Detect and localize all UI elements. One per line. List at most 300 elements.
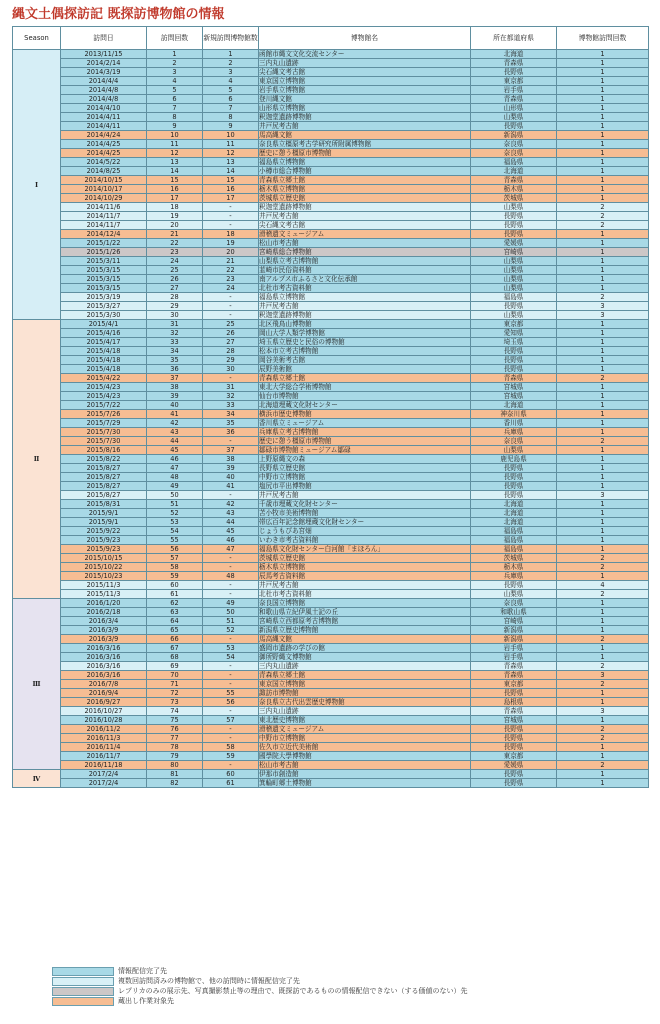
prefecture: 和歌山県 bbox=[471, 608, 557, 617]
prefecture: 山梨県 bbox=[471, 590, 557, 599]
table-row bbox=[13, 167, 649, 176]
table-row bbox=[13, 302, 649, 311]
museum-visit-count: 1 bbox=[557, 446, 649, 455]
museum-name: 南アルプス市ふるさと文化伝承館 bbox=[259, 275, 471, 284]
visit-number: 17 bbox=[147, 194, 203, 203]
visit-number: 54 bbox=[147, 527, 203, 536]
prefecture: 長野県 bbox=[471, 230, 557, 239]
new-museum-number: - bbox=[203, 635, 259, 644]
museum-name: 御所野縄文博物館 bbox=[259, 653, 471, 662]
visit-date: 2016/10/27 bbox=[61, 707, 147, 716]
visit-date: 2016/9/27 bbox=[61, 698, 147, 707]
visit-date: 2015/7/30 bbox=[61, 428, 147, 437]
prefecture: 東京都 bbox=[471, 77, 557, 86]
new-museum-number: - bbox=[203, 302, 259, 311]
new-museum-number: - bbox=[203, 680, 259, 689]
visit-number: 15 bbox=[147, 176, 203, 185]
visit-number: 42 bbox=[147, 419, 203, 428]
visit-number: 45 bbox=[147, 446, 203, 455]
header-museum-name: 博物館名 bbox=[259, 27, 471, 50]
museum-name: 奈良県立橿原考古学研究所附属博物館 bbox=[259, 140, 471, 149]
museum-visit-count: 1 bbox=[557, 248, 649, 257]
new-museum-number: - bbox=[203, 734, 259, 743]
museum-visit-count: 1 bbox=[557, 752, 649, 761]
prefecture: 東京都 bbox=[471, 320, 557, 329]
table-row bbox=[13, 86, 649, 95]
visit-date: 2015/3/30 bbox=[61, 311, 147, 320]
visit-date: 2014/4/11 bbox=[61, 113, 147, 122]
visit-number: 47 bbox=[147, 464, 203, 473]
table-row bbox=[13, 392, 649, 401]
visit-number: 5 bbox=[147, 86, 203, 95]
table-row bbox=[13, 203, 649, 212]
table-row bbox=[13, 257, 649, 266]
museum-visit-count: 1 bbox=[557, 284, 649, 293]
museum-name: 井戸尻考古館 bbox=[259, 122, 471, 131]
prefecture: 山梨県 bbox=[471, 266, 557, 275]
visit-number: 7 bbox=[147, 104, 203, 113]
table-row bbox=[13, 446, 649, 455]
table-row bbox=[13, 491, 649, 500]
museum-visit-count: 1 bbox=[557, 644, 649, 653]
new-museum-number: 32 bbox=[203, 392, 259, 401]
prefecture: 新潟県 bbox=[471, 131, 557, 140]
new-museum-number: - bbox=[203, 437, 259, 446]
prefecture: 長野県 bbox=[471, 347, 557, 356]
new-museum-number: 58 bbox=[203, 743, 259, 752]
museum-visit-count: 2 bbox=[557, 554, 649, 563]
legend-swatch bbox=[52, 997, 114, 1006]
visit-date: 2015/7/22 bbox=[61, 401, 147, 410]
table-row bbox=[13, 761, 649, 770]
new-museum-number: 14 bbox=[203, 167, 259, 176]
visit-number: 64 bbox=[147, 617, 203, 626]
visit-number: 34 bbox=[147, 347, 203, 356]
visit-date: 2015/9/22 bbox=[61, 527, 147, 536]
visit-number: 27 bbox=[147, 284, 203, 293]
prefecture: 山梨県 bbox=[471, 113, 557, 122]
table-row bbox=[13, 185, 649, 194]
table-row bbox=[13, 158, 649, 167]
visit-date: 2015/11/3 bbox=[61, 590, 147, 599]
new-museum-number: 3 bbox=[203, 68, 259, 77]
museum-visit-count: 1 bbox=[557, 770, 649, 779]
museum-name: 馬高縄文館 bbox=[259, 131, 471, 140]
new-museum-number: 20 bbox=[203, 248, 259, 257]
new-museum-number: 29 bbox=[203, 356, 259, 365]
new-museum-number: 61 bbox=[203, 779, 259, 788]
table-row bbox=[13, 626, 649, 635]
table-row bbox=[13, 338, 649, 347]
museum-visit-count: 3 bbox=[557, 491, 649, 500]
table-row bbox=[13, 365, 649, 374]
prefecture: 愛媛県 bbox=[471, 239, 557, 248]
visit-number: 70 bbox=[147, 671, 203, 680]
table-row bbox=[13, 545, 649, 554]
museum-name: じょうもぴあ宮畑 bbox=[259, 527, 471, 536]
museum-visit-count: 1 bbox=[557, 572, 649, 581]
prefecture: 福島県 bbox=[471, 158, 557, 167]
legend-swatch bbox=[52, 967, 114, 976]
prefecture: 長野県 bbox=[471, 356, 557, 365]
visit-number: 9 bbox=[147, 122, 203, 131]
table-row bbox=[13, 527, 649, 536]
visit-number: 32 bbox=[147, 329, 203, 338]
header-new-museum-count: 新規訪問博物館数 bbox=[203, 27, 259, 50]
new-museum-number: - bbox=[203, 590, 259, 599]
visit-number: 59 bbox=[147, 572, 203, 581]
prefecture: 長野県 bbox=[471, 743, 557, 752]
prefecture: 長野県 bbox=[471, 779, 557, 788]
new-museum-number: 18 bbox=[203, 230, 259, 239]
museum-name: 尖石縄文考古館 bbox=[259, 221, 471, 230]
museum-visit-count: 2 bbox=[557, 221, 649, 230]
new-museum-number: 46 bbox=[203, 536, 259, 545]
visit-date: 2014/4/11 bbox=[61, 122, 147, 131]
visit-date: 2016/11/3 bbox=[61, 734, 147, 743]
table-row bbox=[13, 356, 649, 365]
visit-number: 41 bbox=[147, 410, 203, 419]
prefecture: 香川県 bbox=[471, 419, 557, 428]
museum-name: 釈迦堂遺跡博物館 bbox=[259, 203, 471, 212]
prefecture: 福島県 bbox=[471, 293, 557, 302]
museum-name: 松山市考古館 bbox=[259, 239, 471, 248]
visit-number: 11 bbox=[147, 140, 203, 149]
table-row bbox=[13, 212, 649, 221]
table-row bbox=[13, 509, 649, 518]
prefecture: 北海道 bbox=[471, 500, 557, 509]
new-museum-number: 54 bbox=[203, 653, 259, 662]
museum-visit-count: 1 bbox=[557, 401, 649, 410]
legend-item bbox=[52, 996, 592, 1006]
visit-number: 61 bbox=[147, 590, 203, 599]
visit-number: 53 bbox=[147, 518, 203, 527]
table-row bbox=[13, 104, 649, 113]
prefecture: 埼玉県 bbox=[471, 338, 557, 347]
table-row bbox=[13, 563, 649, 572]
table-row bbox=[13, 266, 649, 275]
museum-visit-count: 1 bbox=[557, 527, 649, 536]
table-row bbox=[13, 59, 649, 68]
table-row bbox=[13, 482, 649, 491]
table-row bbox=[13, 239, 649, 248]
visit-number: 74 bbox=[147, 707, 203, 716]
table-row bbox=[13, 500, 649, 509]
new-museum-number: - bbox=[203, 707, 259, 716]
prefecture: 鹿児島県 bbox=[471, 455, 557, 464]
museum-name: 歴史に憩う橿原市博物館 bbox=[259, 437, 471, 446]
visit-date: 2015/7/26 bbox=[61, 410, 147, 419]
museum-visit-count: 1 bbox=[557, 536, 649, 545]
museum-visit-count: 1 bbox=[557, 50, 649, 59]
new-museum-number: - bbox=[203, 374, 259, 383]
museum-name: 松本市立考古博物館 bbox=[259, 347, 471, 356]
table-row bbox=[13, 473, 649, 482]
legend-text: 情報配信完了先 bbox=[118, 966, 167, 975]
museum-name: 兵庫県立考古博物館 bbox=[259, 428, 471, 437]
visit-number: 50 bbox=[147, 491, 203, 500]
visit-date: 2015/1/26 bbox=[61, 248, 147, 257]
museum-visit-count: 2 bbox=[557, 725, 649, 734]
new-museum-number: 53 bbox=[203, 644, 259, 653]
table-row bbox=[13, 617, 649, 626]
museum-name: 和歌山県立紀伊風土記の丘 bbox=[259, 608, 471, 617]
museum-visit-count: 1 bbox=[557, 266, 649, 275]
museum-visit-count: 1 bbox=[557, 140, 649, 149]
new-museum-number: 41 bbox=[203, 482, 259, 491]
museum-name: 塩尻市平出博物館 bbox=[259, 482, 471, 491]
visit-date: 2015/3/15 bbox=[61, 284, 147, 293]
visit-number: 79 bbox=[147, 752, 203, 761]
museum-name: 東北大学総合学術博物館 bbox=[259, 383, 471, 392]
prefecture: 長野県 bbox=[471, 221, 557, 230]
visit-number: 69 bbox=[147, 662, 203, 671]
visit-date: 2016/9/4 bbox=[61, 689, 147, 698]
new-museum-number: 57 bbox=[203, 716, 259, 725]
prefecture: 新潟県 bbox=[471, 635, 557, 644]
visit-date: 2015/3/11 bbox=[61, 257, 147, 266]
museum-name: いわき市考古資料館 bbox=[259, 536, 471, 545]
new-museum-number: 10 bbox=[203, 131, 259, 140]
museum-name: 韮崎市民俗資料館 bbox=[259, 266, 471, 275]
museum-visit-count: 1 bbox=[557, 158, 649, 167]
visit-number: 67 bbox=[147, 644, 203, 653]
museum-name: 東京国立博物館 bbox=[259, 680, 471, 689]
visit-date: 2015/8/31 bbox=[61, 500, 147, 509]
visit-number: 37 bbox=[147, 374, 203, 383]
museum-name: 長野県立歴史館 bbox=[259, 464, 471, 473]
visit-date: 2014/11/7 bbox=[61, 212, 147, 221]
prefecture: 北海道 bbox=[471, 50, 557, 59]
prefecture: 青森県 bbox=[471, 95, 557, 104]
table-row bbox=[13, 311, 649, 320]
table-row bbox=[13, 779, 649, 788]
visit-number: 36 bbox=[147, 365, 203, 374]
new-museum-number: 43 bbox=[203, 509, 259, 518]
museum-visit-count: 1 bbox=[557, 68, 649, 77]
museum-name: 登川縄文館 bbox=[259, 95, 471, 104]
visit-number: 30 bbox=[147, 311, 203, 320]
new-museum-number: 51 bbox=[203, 617, 259, 626]
museum-name: 釈迦堂遺跡博物館 bbox=[259, 113, 471, 122]
table-row bbox=[13, 464, 649, 473]
visit-number: 40 bbox=[147, 401, 203, 410]
table-row bbox=[13, 554, 649, 563]
header-museum-visit-count: 博物館訪問回数 bbox=[557, 27, 649, 50]
legend-swatch bbox=[52, 977, 114, 986]
visit-date: 2015/8/27 bbox=[61, 491, 147, 500]
header-visit-count: 訪問回数 bbox=[147, 27, 203, 50]
museum-visit-count: 3 bbox=[557, 671, 649, 680]
visit-number: 43 bbox=[147, 428, 203, 437]
legend-text: レプリカのみの展示先、写真撮影禁止等の理由で、既探訪であるものの情報配信できない（する価値のない）先 bbox=[118, 986, 468, 995]
museum-visit-count: 2 bbox=[557, 212, 649, 221]
new-museum-number: - bbox=[203, 221, 259, 230]
visit-date: 2014/12/4 bbox=[61, 230, 147, 239]
legend bbox=[52, 966, 592, 1006]
museum-name: 中野市立博物館 bbox=[259, 734, 471, 743]
visit-number: 38 bbox=[147, 383, 203, 392]
page-title: 縄文土偶探訪記 既探訪博物館の情報 bbox=[12, 7, 225, 22]
visit-date: 2016/1/20 bbox=[61, 599, 147, 608]
visit-date: 2014/10/15 bbox=[61, 176, 147, 185]
prefecture: 新潟県 bbox=[471, 626, 557, 635]
museum-visit-count: 2 bbox=[557, 590, 649, 599]
museum-name: 馬高縄文館 bbox=[259, 635, 471, 644]
visit-number: 28 bbox=[147, 293, 203, 302]
new-museum-number: 42 bbox=[203, 500, 259, 509]
prefecture: 北海道 bbox=[471, 401, 557, 410]
visit-number: 71 bbox=[147, 680, 203, 689]
museum-visit-count: 2 bbox=[557, 635, 649, 644]
visit-number: 56 bbox=[147, 545, 203, 554]
new-museum-number: 21 bbox=[203, 257, 259, 266]
legend-swatch bbox=[52, 987, 114, 996]
museum-name: 横浜市歴史博物館 bbox=[259, 410, 471, 419]
museum-name: 苫小牧市美術博物館 bbox=[259, 509, 471, 518]
museum-name: 上野原縄文の森 bbox=[259, 455, 471, 464]
museum-name: 滑稽遺文ミュージアム bbox=[259, 230, 471, 239]
museum-name: 宮崎県立西都原考古博物館 bbox=[259, 617, 471, 626]
prefecture: 東京都 bbox=[471, 752, 557, 761]
visit-number: 22 bbox=[147, 239, 203, 248]
new-museum-number: 4 bbox=[203, 77, 259, 86]
visit-date: 2014/5/22 bbox=[61, 158, 147, 167]
museum-name: 三内丸山遺跡 bbox=[259, 707, 471, 716]
museum-name: 井戸尻考古館 bbox=[259, 581, 471, 590]
table-body bbox=[13, 50, 649, 788]
prefecture: 奈良県 bbox=[471, 599, 557, 608]
museum-visit-count: 1 bbox=[557, 599, 649, 608]
visit-date: 2015/10/22 bbox=[61, 563, 147, 572]
new-museum-number: 1 bbox=[203, 50, 259, 59]
visit-date: 2016/11/4 bbox=[61, 743, 147, 752]
visit-number: 55 bbox=[147, 536, 203, 545]
prefecture: 福島県 bbox=[471, 536, 557, 545]
museum-name: 釈迦堂遺跡博物館 bbox=[259, 311, 471, 320]
museum-name: 香川県立ミュージアム bbox=[259, 419, 471, 428]
visit-number: 78 bbox=[147, 743, 203, 752]
prefecture: 奈良県 bbox=[471, 149, 557, 158]
new-museum-number: 52 bbox=[203, 626, 259, 635]
visit-number: 46 bbox=[147, 455, 203, 464]
visit-number: 57 bbox=[147, 554, 203, 563]
table-row bbox=[13, 194, 649, 203]
table-row bbox=[13, 608, 649, 617]
prefecture: 宮城県 bbox=[471, 383, 557, 392]
museum-visit-count: 1 bbox=[557, 716, 649, 725]
visit-date: 2014/4/25 bbox=[61, 140, 147, 149]
museum-visit-count: 1 bbox=[557, 59, 649, 68]
visit-number: 62 bbox=[147, 599, 203, 608]
museum-visit-count: 2 bbox=[557, 761, 649, 770]
museum-name: 箕輪町郷土博物館 bbox=[259, 779, 471, 788]
visit-number: 39 bbox=[147, 392, 203, 401]
prefecture: 栃木県 bbox=[471, 563, 557, 572]
prefecture: 北海道 bbox=[471, 509, 557, 518]
visit-date: 2016/2/18 bbox=[61, 608, 147, 617]
museum-visit-count: 1 bbox=[557, 365, 649, 374]
museum-name: 山形県立博物館 bbox=[259, 104, 471, 113]
museum-visit-count: 1 bbox=[557, 239, 649, 248]
museum-visit-count: 1 bbox=[557, 455, 649, 464]
visit-date: 2015/1/22 bbox=[61, 239, 147, 248]
prefecture: 神奈川県 bbox=[471, 410, 557, 419]
prefecture: 長野県 bbox=[471, 491, 557, 500]
new-museum-number: - bbox=[203, 563, 259, 572]
museum-name: 歴史に憩う橿原市博物館 bbox=[259, 149, 471, 158]
prefecture: 長野県 bbox=[471, 212, 557, 221]
visit-date: 2014/4/25 bbox=[61, 149, 147, 158]
museum-visit-count: 1 bbox=[557, 743, 649, 752]
museum-name: 福島県立博物館 bbox=[259, 293, 471, 302]
visit-date: 2016/10/28 bbox=[61, 716, 147, 725]
prefecture: 岩手県 bbox=[471, 653, 557, 662]
museum-visit-count: 1 bbox=[557, 464, 649, 473]
season-label: Ⅲ bbox=[13, 599, 61, 770]
visit-number: 44 bbox=[147, 437, 203, 446]
visit-number: 76 bbox=[147, 725, 203, 734]
visit-date: 2015/3/19 bbox=[61, 293, 147, 302]
museum-visit-count: 1 bbox=[557, 653, 649, 662]
new-museum-number: 35 bbox=[203, 419, 259, 428]
museum-visit-count: 1 bbox=[557, 122, 649, 131]
new-museum-number: 36 bbox=[203, 428, 259, 437]
museum-name: 函館市縄文文化交流センター bbox=[259, 50, 471, 59]
visit-number: 60 bbox=[147, 581, 203, 590]
visit-date: 2015/9/23 bbox=[61, 545, 147, 554]
visit-date: 2014/4/24 bbox=[61, 131, 147, 140]
visit-date: 2015/9/1 bbox=[61, 509, 147, 518]
visit-date: 2014/4/8 bbox=[61, 95, 147, 104]
prefecture: 愛知県 bbox=[471, 329, 557, 338]
prefecture: 長野県 bbox=[471, 734, 557, 743]
museum-visit-count: 1 bbox=[557, 347, 649, 356]
legend-text: 複数回訪問済みの博物館で、他の訪問時に情報配信完了先 bbox=[118, 976, 300, 985]
table-row bbox=[13, 221, 649, 230]
visit-number: 52 bbox=[147, 509, 203, 518]
visit-number: 49 bbox=[147, 482, 203, 491]
new-museum-number: 49 bbox=[203, 599, 259, 608]
new-museum-number: 60 bbox=[203, 770, 259, 779]
new-museum-number: 40 bbox=[203, 473, 259, 482]
museum-name: 福島県立博物館 bbox=[259, 158, 471, 167]
museum-name: 奈良県立古代出雲歴史博物館 bbox=[259, 698, 471, 707]
museum-visit-count: 1 bbox=[557, 230, 649, 239]
visit-number: 18 bbox=[147, 203, 203, 212]
museum-name: 仙台市博物館 bbox=[259, 392, 471, 401]
new-museum-number: 30 bbox=[203, 365, 259, 374]
museum-visit-count: 1 bbox=[557, 95, 649, 104]
museum-visit-count: 1 bbox=[557, 176, 649, 185]
visit-date: 2016/11/7 bbox=[61, 752, 147, 761]
visit-date: 2015/4/18 bbox=[61, 356, 147, 365]
visit-date: 2015/3/27 bbox=[61, 302, 147, 311]
new-museum-number: 23 bbox=[203, 275, 259, 284]
museum-visit-count: 2 bbox=[557, 374, 649, 383]
new-museum-number: 12 bbox=[203, 149, 259, 158]
visit-date: 2015/4/18 bbox=[61, 347, 147, 356]
visit-number: 20 bbox=[147, 221, 203, 230]
prefecture: 兵庫県 bbox=[471, 428, 557, 437]
visit-date: 2014/3/19 bbox=[61, 68, 147, 77]
table-row bbox=[13, 401, 649, 410]
visit-number: 77 bbox=[147, 734, 203, 743]
table-row bbox=[13, 77, 649, 86]
museum-visit-count: 1 bbox=[557, 698, 649, 707]
prefecture: 北海道 bbox=[471, 167, 557, 176]
visit-number: 51 bbox=[147, 500, 203, 509]
